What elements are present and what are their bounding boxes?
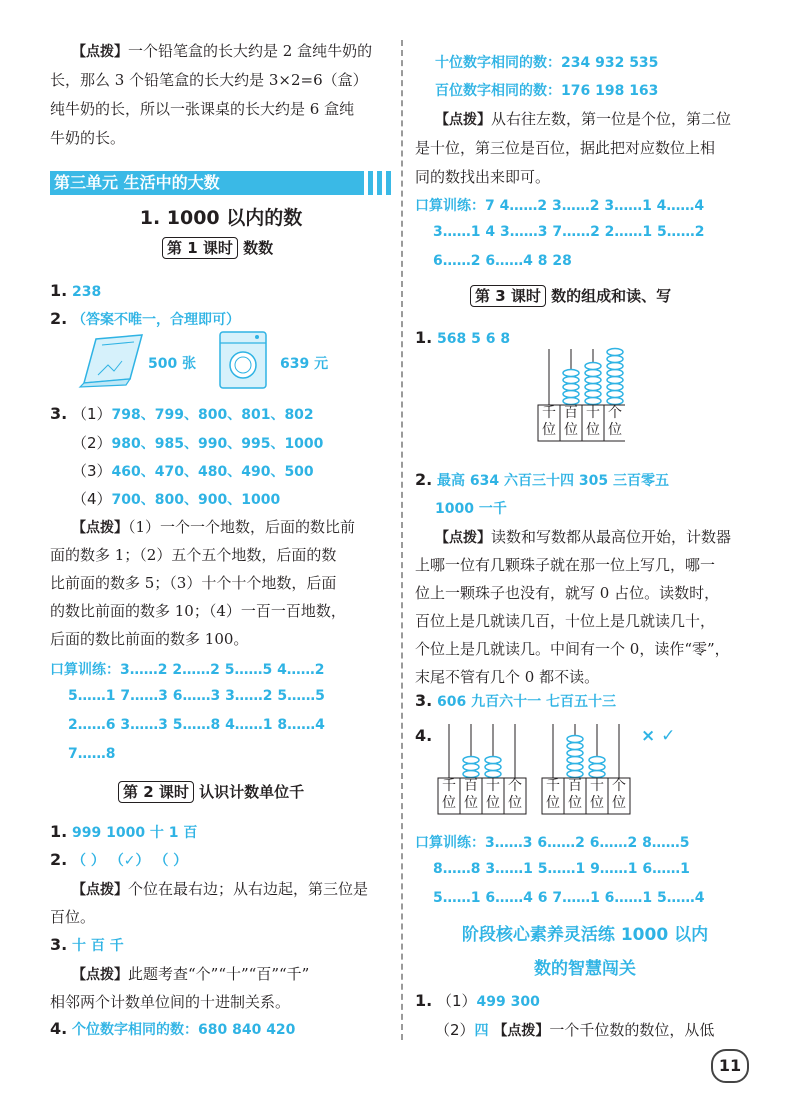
place-label: 十位: [486, 778, 500, 811]
question-2: 2. （答案不唯一，合理即可）: [50, 309, 240, 328]
r-q2-hint-line: 个位上是几就读几。中间有一个 0，读作“零”，: [415, 640, 730, 658]
l2q2-hint-line: 百位。: [50, 908, 96, 926]
place-label: 个位: [612, 778, 626, 811]
l2-question-2: 2. （ ） （✓） （ ）: [50, 850, 188, 869]
oral-training-row: 8……8 3……1 5……1 9……1 6……1: [433, 861, 690, 877]
oral-training-row: 6……2 6……4 8 28: [433, 253, 572, 269]
place-label: 个位: [508, 778, 522, 811]
place-label: 百位: [464, 778, 478, 811]
oral-training-row: 5……1 6……4 6 7……1 6……1 5……4: [433, 890, 705, 906]
intro-hint-line: 长，那么 3 个铅笔盒的长大约是 3×2=6（盒）: [50, 71, 368, 89]
paper-stack-icon: [78, 331, 148, 389]
stage-title: 阶段核心素养灵活练 1000 以内: [461, 925, 709, 945]
place-label: 十位: [586, 405, 600, 438]
r-q2-hint-line: 位上一颗珠子也没有，就写 0 占位。读数时，: [415, 584, 720, 602]
r-hint-line: 【点拨】从右往左数，第一位是个位，第二位: [435, 110, 732, 128]
r-question-2: 2. 最高 634 六百三十四 305 三百零五: [415, 470, 669, 489]
r-q2-hint-line: 【点拨】读数和写数都从最高位开始，计数器: [435, 528, 732, 546]
lesson1-heading: 第 1 课时 数数: [162, 237, 273, 259]
question-3-row: 3. （1）798、799、800、801、802: [50, 404, 314, 423]
oral-training-row: 口算训练：7 4……2 3……2 3……1 4……4: [415, 198, 705, 214]
r-question-3: 3. 606 九百六十一 七百五十三: [415, 691, 616, 710]
r-hint-line: 是十位，第三位是百位，据此把对应数位上相: [415, 139, 716, 157]
r-q2-hint-line: 百位上是几就读几百，十位上是几就读几十，: [415, 612, 716, 630]
stage-title: 数的智慧闯关: [534, 959, 636, 979]
r-hint-line: 同的数找出来即可。: [415, 168, 551, 186]
q4-marks: × ✓: [641, 726, 676, 746]
l2q3-hint-line: 【点拨】此题考查“个”“十”“百”“千”: [72, 965, 310, 983]
place-label: 千位: [442, 778, 456, 811]
l2-question-3: 3. 十 百 千: [50, 935, 124, 954]
place-label: 十位: [590, 778, 604, 811]
tens-same-line: 十位数字相同的数：234 932 535: [435, 55, 659, 71]
hundreds-same-line: 百位数字相同的数：176 198 163: [435, 83, 659, 99]
oral-training-row: 3……1 4 3……3 7……2 2……1 5……2: [433, 224, 705, 240]
question-1: 1. 238: [50, 281, 102, 300]
oral-training-row: 口算训练：3……2 2……2 5……5 4……2: [50, 662, 325, 678]
oral-training-row: 2……6 3……3 5……8 4……1 8……4: [68, 717, 325, 733]
place-label: 千位: [542, 405, 556, 438]
question-3-row: （4）700、800、900、1000: [72, 490, 281, 508]
place-labels: [438, 778, 526, 814]
place-labels: [542, 778, 630, 814]
l2-question-4: 4. 个位数字相同的数：680 840 420: [50, 1019, 296, 1038]
oral-training-row: 5……1 7……3 6……3 3……2 5……5: [68, 688, 325, 704]
washing-machine-icon: [217, 329, 271, 391]
s-question-1: 1. （1）499 300: [415, 991, 540, 1010]
intro-hint-line: 【点拨】一个铅笔盒的长大约是 2 盒纯牛奶的: [72, 42, 373, 60]
oral-training-row: 口算训练：3……3 6……2 6……2 8……5: [415, 835, 690, 851]
q3-hint-line: 比前面的数多 5；（3）十个十个地数，后面: [50, 574, 337, 592]
question-3-row: （3）460、470、480、490、500: [72, 462, 314, 480]
r-q2-hint-line: 上哪一位有几颗珠子就在那一位上写几，哪一: [415, 556, 716, 574]
q3-hint-line: 面的数多 1；（2）五个五个地数，后面的数: [50, 546, 337, 564]
banner-stripes: [366, 171, 392, 195]
r-question-2-cont: 1000 一千: [435, 501, 507, 517]
lesson3-heading: 第 3 课时 数的组成和读、写: [470, 285, 671, 307]
section-title: 1. 1000 以内的数: [139, 207, 303, 229]
s-question-1-part2: （2）四 【点拨】一个千位数的数位，从低: [435, 1021, 715, 1039]
place-label: 千位: [546, 778, 560, 811]
intro-hint-line: 纯牛奶的长，所以一张课桌的长大约是 6 盒纯: [50, 100, 355, 118]
lesson2-heading: 第 2 课时 认识计数单位千: [118, 781, 304, 803]
r-question-4: 4.: [415, 726, 433, 745]
intro-hint-line: 牛奶的长。: [50, 129, 126, 147]
question-3-row: （2）980、985、990、995、1000: [72, 434, 324, 452]
r-question-1: 1. 568 5 6 8: [415, 328, 511, 347]
q3-hint-line: 后面的数比前面的数多 100。: [50, 630, 249, 648]
column-divider: [401, 40, 403, 1040]
place-label: 百位: [568, 778, 582, 811]
r-q2-hint-line: 末尾不管有几个 0 都不读。: [415, 668, 600, 686]
place-label: 个位: [608, 405, 622, 438]
place-labels: [538, 405, 626, 441]
q3-hint-line: 的数比前面的数多 10；（4）一百一百地数，: [50, 602, 346, 620]
unit-banner: 第三单元 生活中的大数: [50, 171, 364, 195]
l2q3-hint-line: 相邻两个计数单位间的十进制关系。: [50, 993, 291, 1011]
l2-question-1: 1. 999 1000 十 1 百: [50, 822, 198, 841]
q3-hint-line: 【点拨】（1）一个一个地数，后面的数比前: [72, 518, 356, 536]
oral-training-row: 7……8: [68, 746, 116, 762]
paper-answer: 500 张: [148, 356, 197, 372]
place-label: 百位: [564, 405, 578, 438]
washer-answer: 639 元: [280, 356, 329, 372]
l2q2-hint-line: 【点拨】个位在最右边；从右边起，第三位是: [72, 880, 369, 898]
page-number: 11: [711, 1049, 749, 1083]
